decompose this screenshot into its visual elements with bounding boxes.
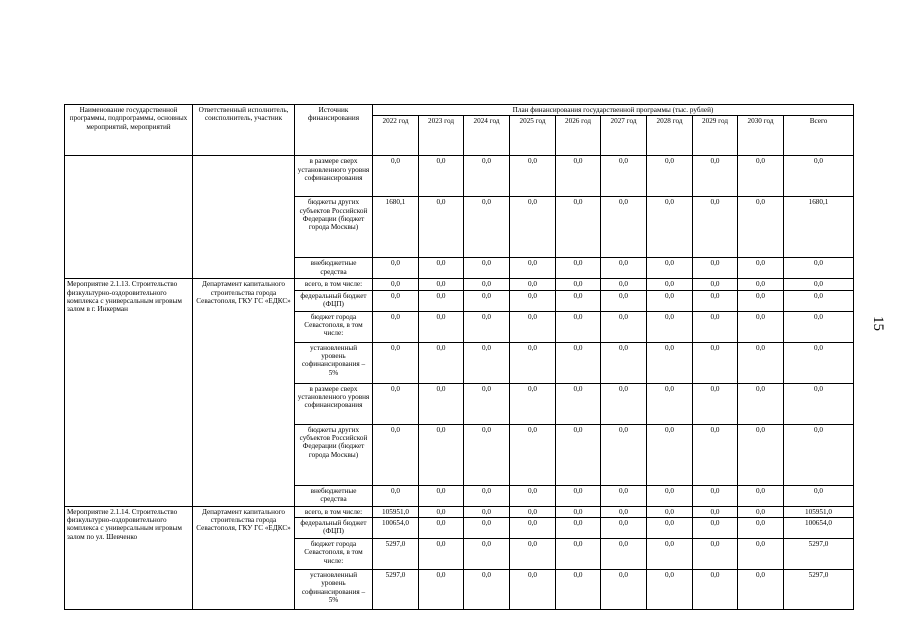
value-cell: 0,0: [647, 279, 693, 290]
value-cell: 0,0: [510, 197, 556, 258]
value-cell: 0,0: [601, 342, 647, 383]
value-cell: 0,0: [510, 506, 556, 517]
value-cell: 0,0: [738, 424, 784, 485]
value-cell: 0,0: [510, 156, 556, 197]
value-cell: 0,0: [510, 290, 556, 311]
value-cell: 0,0: [556, 197, 601, 258]
source-cell: бюджеты других субъектов Российской Федерации (бюджет города Москвы): [295, 424, 373, 485]
value-cell: 0,0: [738, 383, 784, 424]
value-cell: 0,0: [738, 156, 784, 197]
value-cell: 0,0: [556, 342, 601, 383]
value-cell: 0,0: [556, 279, 601, 290]
value-cell: 0,0: [464, 539, 510, 570]
value-cell: 0,0: [556, 570, 601, 610]
value-cell: 0,0: [373, 290, 419, 311]
value-cell: 0,0: [419, 197, 464, 258]
value-cell: 0,0: [693, 258, 738, 279]
value-cell: 0,0: [373, 383, 419, 424]
value-cell: 0,0: [419, 258, 464, 279]
source-cell: внебюджетные средства: [295, 485, 373, 506]
executor-cell: [193, 156, 295, 279]
value-cell: 0,0: [601, 518, 647, 539]
value-cell: 0,0: [464, 197, 510, 258]
value-cell: 0,0: [556, 539, 601, 570]
total-cell: 105951,0: [784, 506, 854, 517]
value-cell: 0,0: [693, 424, 738, 485]
value-cell: 0,0: [601, 197, 647, 258]
source-cell: внебюджетные средства: [295, 258, 373, 279]
value-cell: 0,0: [464, 518, 510, 539]
source-cell: федеральный бюджет (ФЦП): [295, 290, 373, 311]
source-cell: бюджет города Севастополя, в том числе:: [295, 311, 373, 342]
value-cell: 0,0: [647, 383, 693, 424]
value-cell: 0,0: [419, 424, 464, 485]
value-cell: 0,0: [601, 383, 647, 424]
value-cell: 0,0: [373, 342, 419, 383]
value-cell: 0,0: [510, 518, 556, 539]
total-cell: 0,0: [784, 290, 854, 311]
value-cell: 0,0: [373, 485, 419, 506]
total-cell: 0,0: [784, 342, 854, 383]
value-cell: 0,0: [464, 290, 510, 311]
value-cell: 0,0: [556, 290, 601, 311]
value-cell: 0,0: [738, 290, 784, 311]
value-cell: 0,0: [693, 539, 738, 570]
header-executor: Ответственный исполнитель, соисполнитель, участник: [193, 105, 295, 156]
source-cell: федеральный бюджет (ФЦП): [295, 518, 373, 539]
value-cell: 0,0: [647, 342, 693, 383]
header-total: Всего: [784, 116, 854, 156]
value-cell: 0,0: [738, 570, 784, 610]
value-cell: 1680,1: [373, 197, 419, 258]
value-cell: 0,0: [373, 156, 419, 197]
activity-executor: Департамент капитального строительства города Севастополя, ГКУ ГС «ЕДКС»: [193, 506, 295, 609]
total-cell: 5297,0: [784, 570, 854, 610]
value-cell: 0,0: [738, 506, 784, 517]
source-cell: бюджеты других субъектов Российской Федерации (бюджет города Москвы): [295, 197, 373, 258]
value-cell: 0,0: [373, 424, 419, 485]
value-cell: 0,0: [601, 506, 647, 517]
value-cell: 0,0: [693, 342, 738, 383]
header-year: 2027 год: [601, 116, 647, 156]
value-cell: 0,0: [419, 485, 464, 506]
value-cell: 0,0: [738, 197, 784, 258]
table-row: [65, 156, 854, 197]
table-row: [65, 506, 854, 517]
header-year: 2030 год: [738, 116, 784, 156]
value-cell: 0,0: [693, 156, 738, 197]
value-cell: 0,0: [419, 311, 464, 342]
activity-name: Мероприятие 2.1.13. Строительство физкультурно-оздоровительного комплекса с универсальным игровым залом в г. Инкерман: [65, 279, 193, 506]
value-cell: 0,0: [419, 570, 464, 610]
value-cell: 0,0: [510, 311, 556, 342]
total-cell: 0,0: [784, 279, 854, 290]
value-cell: 0,0: [556, 311, 601, 342]
total-cell: 0,0: [784, 424, 854, 485]
total-cell: 0,0: [784, 485, 854, 506]
source-cell: в размере сверх установленного уровня софинансирования: [295, 383, 373, 424]
value-cell: 0,0: [601, 424, 647, 485]
header-year: 2028 год: [647, 116, 693, 156]
value-cell: 0,0: [419, 290, 464, 311]
value-cell: 0,0: [693, 311, 738, 342]
value-cell: 0,0: [738, 279, 784, 290]
value-cell: 0,0: [647, 258, 693, 279]
value-cell: 0,0: [601, 570, 647, 610]
value-cell: 0,0: [510, 342, 556, 383]
value-cell: 0,0: [693, 485, 738, 506]
value-cell: 0,0: [556, 506, 601, 517]
header-year: 2025 год: [510, 116, 556, 156]
value-cell: 0,0: [510, 279, 556, 290]
total-cell: 5297,0: [784, 539, 854, 570]
value-cell: 0,0: [647, 506, 693, 517]
total-cell: 0,0: [784, 258, 854, 279]
value-cell: 0,0: [419, 383, 464, 424]
total-cell: 0,0: [784, 311, 854, 342]
value-cell: 0,0: [738, 518, 784, 539]
total-cell: 0,0: [784, 156, 854, 197]
value-cell: 0,0: [556, 383, 601, 424]
value-cell: 0,0: [556, 156, 601, 197]
header-year: 2022 год: [373, 116, 419, 156]
value-cell: 0,0: [419, 506, 464, 517]
value-cell: 0,0: [556, 424, 601, 485]
table-row: [65, 279, 854, 290]
value-cell: 0,0: [647, 539, 693, 570]
value-cell: 0,0: [464, 342, 510, 383]
source-cell: всего, в том числе:: [295, 506, 373, 517]
value-cell: 0,0: [464, 258, 510, 279]
value-cell: 100654,0: [373, 518, 419, 539]
value-cell: 0,0: [601, 258, 647, 279]
activity-name: Мероприятие 2.1.14. Строительство физкультурно-оздоровительного комплекса с универсальным игровым залом по ул. Шевченко: [65, 506, 193, 609]
value-cell: 0,0: [464, 485, 510, 506]
value-cell: 0,0: [464, 279, 510, 290]
value-cell: 0,0: [464, 424, 510, 485]
value-cell: 0,0: [601, 279, 647, 290]
value-cell: 0,0: [464, 570, 510, 610]
value-cell: 5297,0: [373, 570, 419, 610]
value-cell: 0,0: [647, 197, 693, 258]
value-cell: 0,0: [647, 290, 693, 311]
value-cell: 0,0: [510, 539, 556, 570]
header-year: 2026 год: [556, 116, 601, 156]
value-cell: 0,0: [647, 424, 693, 485]
header-plan: План финансирования государственной программы (тыс. рублей): [373, 105, 854, 116]
header-year: 2023 год: [419, 116, 464, 156]
header-year: 2029 год: [693, 116, 738, 156]
value-cell: 0,0: [738, 342, 784, 383]
value-cell: 0,0: [464, 156, 510, 197]
header-name: Наименование государственной программы, подпрограммы, основных мероприятий, мероприятий: [65, 105, 193, 156]
value-cell: 0,0: [693, 506, 738, 517]
value-cell: 0,0: [510, 570, 556, 610]
value-cell: 0,0: [601, 156, 647, 197]
activity-executor: Департамент капитального строительства города Севастополя, ГКУ ГС «ЕДКС»: [193, 279, 295, 506]
source-cell: бюджет города Севастополя, в том числе:: [295, 539, 373, 570]
value-cell: 0,0: [419, 156, 464, 197]
financing-table: [64, 104, 854, 610]
value-cell: 0,0: [738, 311, 784, 342]
header-year: 2024 год: [464, 116, 510, 156]
value-cell: 0,0: [556, 485, 601, 506]
value-cell: 0,0: [647, 570, 693, 610]
value-cell: 0,0: [373, 279, 419, 290]
value-cell: 0,0: [556, 258, 601, 279]
source-cell: установленный уровень софинансирования – 5%: [295, 570, 373, 610]
total-cell: 0,0: [784, 383, 854, 424]
header-source: Источник финансирования: [295, 105, 373, 156]
value-cell: 0,0: [419, 518, 464, 539]
value-cell: 0,0: [510, 383, 556, 424]
value-cell: 0,0: [464, 311, 510, 342]
name-cell: [65, 156, 193, 279]
value-cell: 0,0: [693, 518, 738, 539]
value-cell: 0,0: [601, 311, 647, 342]
value-cell: 0,0: [601, 539, 647, 570]
value-cell: 0,0: [464, 383, 510, 424]
value-cell: 0,0: [693, 383, 738, 424]
value-cell: 105951,0: [373, 506, 419, 517]
value-cell: 0,0: [510, 485, 556, 506]
value-cell: 0,0: [647, 311, 693, 342]
value-cell: 0,0: [693, 279, 738, 290]
value-cell: 0,0: [647, 518, 693, 539]
value-cell: 0,0: [738, 485, 784, 506]
source-cell: всего, в том числе:: [295, 279, 373, 290]
value-cell: 0,0: [510, 258, 556, 279]
total-cell: 1680,1: [784, 197, 854, 258]
value-cell: 0,0: [419, 342, 464, 383]
value-cell: 0,0: [738, 258, 784, 279]
total-cell: 100654,0: [784, 518, 854, 539]
value-cell: 5297,0: [373, 539, 419, 570]
source-cell: в размере сверх установленного уровня софинансирования: [295, 156, 373, 197]
value-cell: 0,0: [510, 424, 556, 485]
value-cell: 0,0: [647, 485, 693, 506]
value-cell: 0,0: [464, 506, 510, 517]
value-cell: 0,0: [601, 290, 647, 311]
value-cell: 0,0: [556, 518, 601, 539]
value-cell: 0,0: [373, 311, 419, 342]
page-number: 15: [870, 316, 886, 331]
value-cell: 0,0: [647, 156, 693, 197]
value-cell: 0,0: [419, 279, 464, 290]
value-cell: 0,0: [601, 485, 647, 506]
source-cell: установленный уровень софинансирования – 5%: [295, 342, 373, 383]
value-cell: 0,0: [373, 258, 419, 279]
value-cell: 0,0: [419, 539, 464, 570]
value-cell: 0,0: [693, 197, 738, 258]
value-cell: 0,0: [738, 539, 784, 570]
value-cell: 0,0: [693, 290, 738, 311]
value-cell: 0,0: [693, 570, 738, 610]
